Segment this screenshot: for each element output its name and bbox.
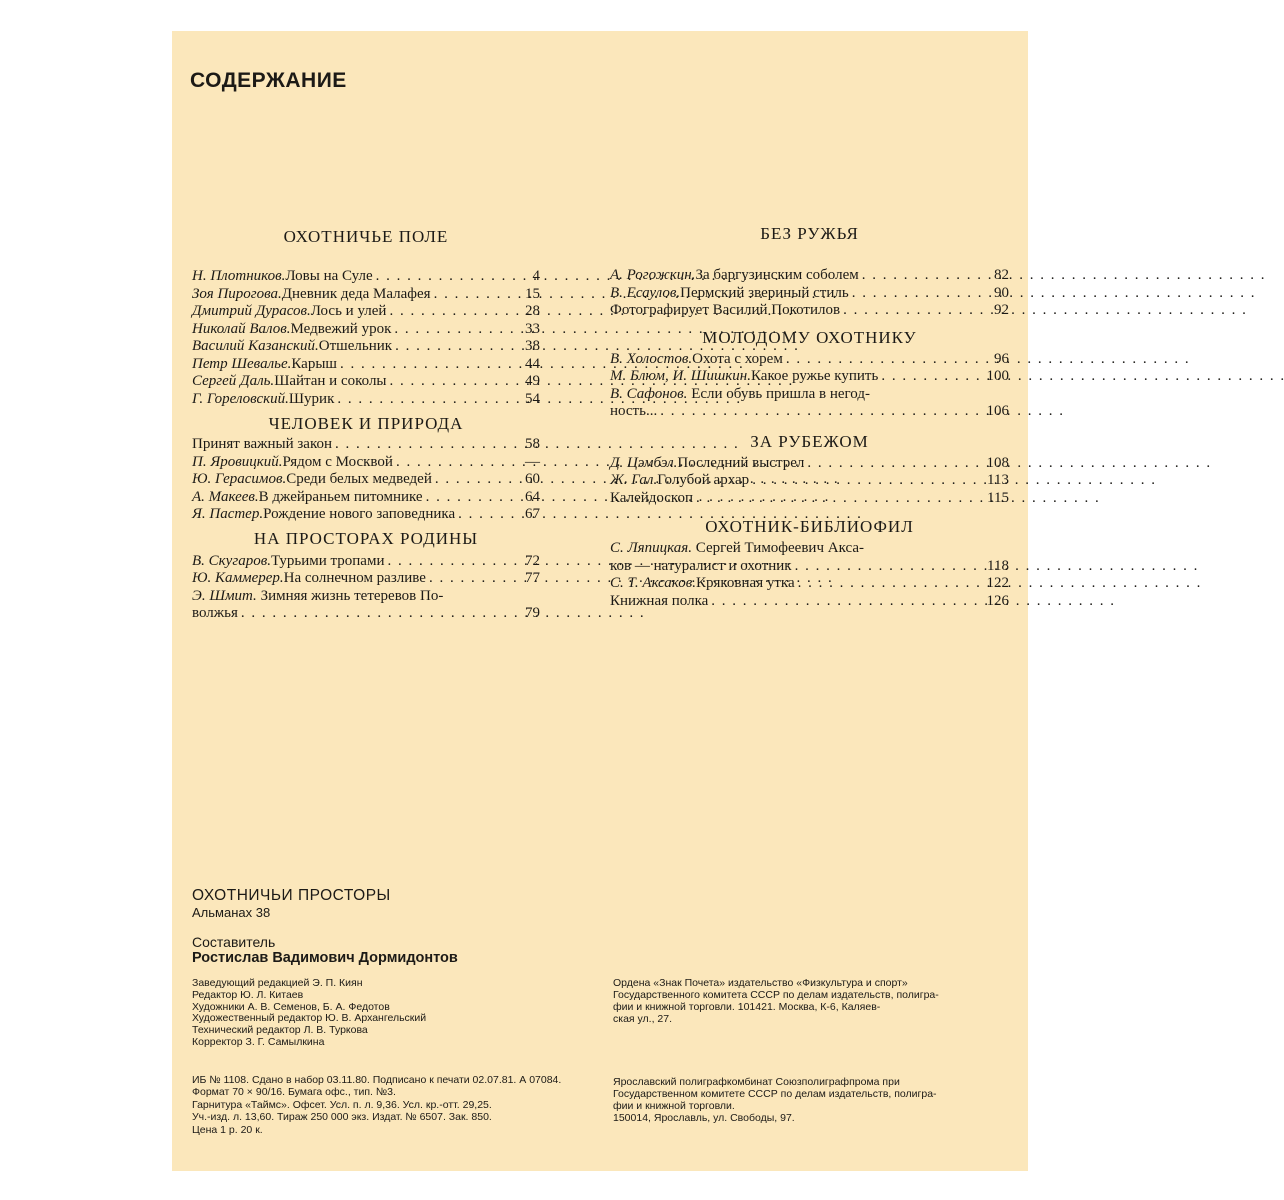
imprint-staff-line: Технический редактор Л. В. Туркова <box>192 1024 368 1037</box>
imprint-print-line: Гарнитура «Таймс». Офсет. Усл. п. л. 9,36. Усл. кр.-отт. 29,25. <box>192 1098 492 1111</box>
section-entries <box>192 268 540 408</box>
entry-author: А. Рогожкин. <box>610 267 696 283</box>
entry-page: 79 <box>525 605 540 621</box>
imprint-print-line: Цена 1 р. 20 к. <box>192 1123 263 1136</box>
entry-title: Фотографирует Василий Покотилов <box>610 302 841 318</box>
entry-page: 115 <box>987 489 1009 506</box>
toc-entry <box>192 321 540 339</box>
entry-page: 82 <box>994 267 1009 283</box>
entry-title: Отшельник <box>318 338 393 354</box>
entry-page: 67 <box>525 506 540 522</box>
imprint-book-title: ОХОТНИЧЬИ ПРОСТОРЫ <box>192 887 391 904</box>
entry-title: Книжная полка <box>610 592 709 609</box>
page-title: СОДЕРЖАНИЕ <box>190 69 347 92</box>
imprint-publisher-line: Ордена «Знак Почета» издательство «Физкультура и спорт» <box>613 977 908 989</box>
dot-leader <box>807 455 982 473</box>
entry-page: 77 <box>525 570 540 586</box>
toc-entry-wrapped-first-line <box>192 588 540 606</box>
toc-entry <box>192 471 540 489</box>
dot-leader <box>376 268 513 286</box>
entry-author: В. Холостов. <box>610 350 693 367</box>
dot-leader <box>786 351 982 369</box>
toc-entry <box>192 553 540 571</box>
entry-page: 122 <box>986 575 1009 591</box>
section-entries <box>610 351 1009 421</box>
entry-page: 4 <box>532 268 540 284</box>
toc-entry <box>610 575 1009 593</box>
dot-leader <box>340 356 513 374</box>
dot-leader <box>394 321 513 339</box>
toc-entry <box>610 455 1009 473</box>
imprint-publisher-line: Государственного комитета СССР по делам издательств, полигра- <box>613 989 939 1001</box>
toc-entry <box>192 489 540 507</box>
entry-title: Сергей Тимофеевич Акса- <box>692 540 864 556</box>
entry-author: Я. Пастер. <box>192 506 264 522</box>
entry-title: Зимняя жизнь тетеревов По- <box>256 587 444 604</box>
section-heading: ЗА РУБЕЖОМ <box>750 431 869 451</box>
entry-author: Э. Шмит. <box>192 587 257 604</box>
entry-title: На солнечном разливе <box>283 570 426 586</box>
entry-page: — <box>525 453 540 470</box>
entry-author: Василий Казанский. <box>192 338 319 354</box>
entry-title-continued: ность... <box>610 403 658 419</box>
section-entries <box>192 553 540 623</box>
entry-page: 126 <box>986 592 1009 609</box>
entry-title: Рядом с Москвой <box>282 453 393 470</box>
imprint-subtitle: Альманах 38 <box>192 905 271 920</box>
entry-page: 60 <box>525 471 540 487</box>
entry-author: М. Блюм, И. Шишкин. <box>610 368 751 384</box>
dot-leader <box>881 368 982 386</box>
imprint-staff-line: Заведующий редакцией Э. П. Киян <box>192 977 363 989</box>
entry-page: 96 <box>994 350 1009 367</box>
entry-author: Н. Плотников. <box>192 268 286 284</box>
toc-entry <box>192 454 540 472</box>
entry-title: Если обувь пришла в негод- <box>687 385 870 402</box>
imprint-printer-line: Ярославский полиграфкомбинат Союзполиграфпрома при <box>613 1076 900 1088</box>
dot-leader <box>337 391 513 409</box>
entry-title: Дневник деда Малафея <box>281 285 431 302</box>
entry-title: Голубой архар <box>657 472 750 488</box>
toc-entry <box>192 436 540 454</box>
dot-leader <box>434 286 513 304</box>
entry-author: С. Т. Аксаков. <box>610 575 696 591</box>
imprint-staff-line: Редактор Ю. Л. Китаев <box>192 988 304 1001</box>
entry-author: Петр Шевалье. <box>192 355 292 372</box>
toc-entry <box>610 593 1009 611</box>
entry-author: Д. Цэмбэл. <box>610 454 678 471</box>
entry-title: Ловы на Суле <box>285 268 373 284</box>
dot-leader <box>852 285 982 303</box>
section-entries <box>610 455 1009 508</box>
toc-entry-wrapped-first-line <box>610 540 1009 558</box>
dot-leader <box>862 267 982 285</box>
dot-leader <box>843 302 982 320</box>
entry-page: 106 <box>986 403 1009 419</box>
entry-author: А. Макеев. <box>192 488 259 505</box>
section-heading: МОЛОДОМУ ОХОТНИКУ <box>702 327 917 347</box>
entry-page: 90 <box>994 284 1009 301</box>
entry-title: Рождение нового заповедника <box>263 506 456 522</box>
imprint-staff-line: Корректор З. Г. Самылкина <box>192 1035 325 1048</box>
dot-leader <box>660 403 982 421</box>
entry-title: Какое ружье купить <box>750 368 879 384</box>
entry-title: Медвежий урок <box>290 320 392 337</box>
entry-title: Последний выстрел <box>677 454 805 471</box>
dot-leader <box>241 605 513 623</box>
toc-entry <box>610 285 1009 303</box>
toc-entry <box>192 338 540 356</box>
entry-title: Карыш <box>291 355 337 372</box>
imprint-print-line: Уч.-изд. л. 13,60. Тираж 250 000 экз. Издат. № 6507. Зак. 850. <box>192 1111 492 1124</box>
entry-title: Лось и улей <box>310 303 387 319</box>
entry-page: 100 <box>986 368 1009 384</box>
imprint-printer <box>613 1076 1013 1124</box>
toc-entry <box>610 490 1009 508</box>
entry-author: Ж. Гал. <box>610 472 658 488</box>
entry-title: Калейдоскоп <box>610 489 693 506</box>
toc-entry <box>192 570 540 588</box>
imprint-printer-line: Государственном комитете СССР по делам издательств, полигра- <box>613 1088 937 1100</box>
dot-leader <box>711 593 982 611</box>
dot-leader <box>798 575 982 593</box>
dot-leader <box>795 558 982 576</box>
entry-page: 58 <box>525 436 540 452</box>
entry-page: 113 <box>987 472 1009 488</box>
dot-leader <box>426 489 513 507</box>
imprint-print-line: ИБ № 1108. Сдано в набор 03.11.80. Подписано к печати 02.07.81. А 07084. Формат 70 × 90/16. Бумага офс., тип. №3. <box>192 1074 562 1099</box>
imprint-compiler-name: Ростислав Вадимович Дормидонтов <box>192 950 458 966</box>
dot-leader <box>435 471 513 489</box>
entry-author: Ю. Герасимов. <box>192 471 287 487</box>
entry-title: Шайтан и соколы <box>274 373 387 389</box>
imprint-staff-line: Художники А. В. Семенов, Б. А. Федотов <box>192 1000 390 1013</box>
toc-entry <box>610 351 1009 369</box>
entry-page: 108 <box>986 454 1009 471</box>
toc-entry <box>192 286 540 304</box>
dot-leader <box>395 338 513 356</box>
entry-page: 33 <box>525 320 540 337</box>
entry-title-continued: волжья <box>192 605 238 621</box>
toc-entry-wrapped-second-line <box>192 605 540 623</box>
entry-title: Кряковная утка <box>696 575 795 591</box>
dot-leader <box>752 472 982 490</box>
entry-title: Охота с хорем <box>692 350 783 367</box>
toc-entry <box>610 472 1009 490</box>
dot-leader <box>396 454 513 472</box>
entry-author: Сергей Даль. <box>192 373 275 389</box>
dot-leader <box>696 490 982 508</box>
entry-title-continued: ков — натуралист и охотник <box>610 557 792 574</box>
entry-title: За баргузинским соболем <box>695 267 859 283</box>
dot-leader <box>390 373 513 391</box>
toc-entry <box>192 506 540 524</box>
toc-entry <box>192 391 540 409</box>
entry-title: Среди белых медведей <box>286 471 432 487</box>
section-entries <box>192 436 540 524</box>
entry-author: Дмитрий Дурасов. <box>192 303 311 319</box>
entry-author: В. Есаулов. <box>610 284 681 301</box>
entry-author: Г. Гореловский. <box>192 390 289 407</box>
imprint-publisher <box>613 977 1013 1025</box>
toc-entry <box>192 356 540 374</box>
toc-entry <box>192 373 540 391</box>
imprint-publisher-line: ская ул., 27. <box>613 1013 673 1025</box>
book-page <box>172 31 1028 1171</box>
entry-page: 28 <box>525 303 540 319</box>
entry-page: 15 <box>525 285 540 302</box>
section-heading: БЕЗ РУЖЬЯ <box>760 224 859 243</box>
toc-entry <box>610 302 1009 320</box>
entry-author: С. Ляпицкая. <box>610 540 693 556</box>
section-entries <box>610 540 1009 610</box>
entry-title: Пермский звериный стиль <box>680 284 849 301</box>
toc-entry <box>610 267 1009 285</box>
entry-page: 64 <box>525 488 540 505</box>
entry-page: 92 <box>994 302 1009 318</box>
dot-leader <box>429 570 513 588</box>
section-entries <box>610 267 1009 320</box>
dot-leader <box>458 506 513 524</box>
dot-leader <box>389 303 513 321</box>
entry-author: В. Скугаров. <box>192 552 271 569</box>
toc-entry-wrapped-second-line <box>610 558 1009 576</box>
entry-page: 44 <box>525 355 540 372</box>
imprint-publisher-line: фии и книжной торговли. 101421. Москва, К-6, Каляев- <box>613 1001 881 1013</box>
section-heading: ОХОТНИК-БИБЛИОФИЛ <box>705 517 914 536</box>
entry-title: Турьими тропами <box>270 552 385 569</box>
entry-author: П. Яровицкий. <box>192 453 283 470</box>
entry-title: Принят важный закон <box>192 436 333 452</box>
section-heading: ЧЕЛОВЕК И ПРИРОДА <box>268 414 464 433</box>
imprint-staff-list <box>192 978 552 1049</box>
entry-page: 38 <box>525 338 540 354</box>
dot-leader <box>387 553 513 571</box>
imprint-printer-line: фии и книжной торговли. <box>613 1100 735 1112</box>
entry-author: Николай Валов. <box>192 320 291 337</box>
section-heading: ОХОТНИЧЬЕ ПОЛЕ <box>283 227 449 246</box>
entry-title: В джейраньем питомнике <box>258 488 423 505</box>
toc-entry <box>192 303 540 321</box>
entry-page: 72 <box>525 552 540 569</box>
toc-entry-wrapped-second-line <box>610 403 1009 421</box>
dot-leader <box>335 436 513 454</box>
contents-column-right <box>610 221 1009 610</box>
contents-column-left <box>192 221 540 623</box>
entry-title: Шурик <box>288 390 335 407</box>
imprint-staff-line: Художественный редактор Ю. В. Архангельский <box>192 1012 427 1025</box>
imprint-compiler-label: Составитель <box>192 934 276 950</box>
entry-page: 54 <box>525 390 540 407</box>
entry-page: 49 <box>525 373 540 389</box>
imprint-print-info <box>192 1074 592 1136</box>
imprint-printer-line: 150014, Ярославль, ул. Свободы, 97. <box>613 1112 795 1124</box>
entry-author: Зоя Пирогова. <box>192 285 282 302</box>
toc-entry-wrapped-first-line <box>610 386 1009 404</box>
toc-entry <box>192 268 540 286</box>
entry-page: 118 <box>987 557 1009 574</box>
toc-entry <box>610 368 1009 386</box>
section-heading: НА ПРОСТОРАХ РОДИНЫ <box>253 528 479 548</box>
entry-author: В. Сафонов. <box>610 385 688 402</box>
entry-author: Ю. Каммерер. <box>192 570 284 586</box>
